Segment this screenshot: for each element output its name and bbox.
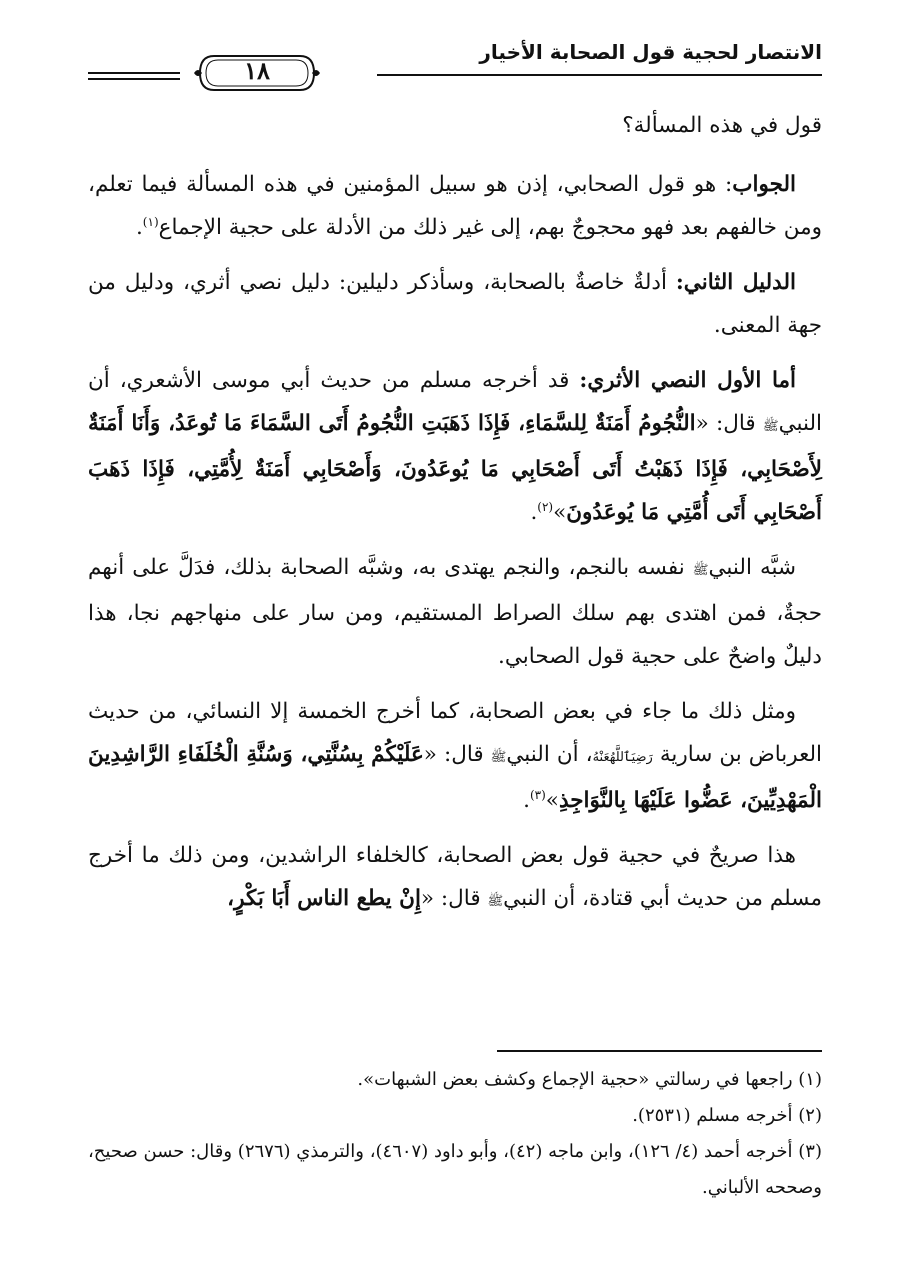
footnote-ref-1[interactable]: (١) — [142, 214, 159, 229]
paragraph-3-text: أدلةٌ خاصةٌ بالصحابة، وسأذكر دليلين: دليل نصي أثري، ودليل من جهة المعنى. — [88, 270, 822, 338]
page-header — [88, 38, 822, 96]
paragraph-2: الجواب: هو قول الصحابي، إذن هو سبيل المؤمنين في هذه المسألة فيما تعلم، ومن خالفهم بعد فهو محجوجٌ بهم، إلى غير ذلك من الأدلة على حجية الإجماع$^{(١)}$. — [88, 172, 822, 240]
salutation-glyph: ﷺ — [762, 419, 779, 434]
footnote-ref-3[interactable]: (٣) — [529, 787, 546, 802]
hadith-sunnah: عَلَيْكُمْ بِسُنَّتِي، وَسُنَّةِ الْخُلَفَاءِ الرَّاشِدِينَ الْمَهْدِيِّينَ، عَضُّوا عَلَيْهَا بِالنَّوَاجِذِ — [88, 742, 822, 813]
salutation-glyph: ﷺ — [487, 894, 504, 909]
said-text: قال: « — [420, 886, 488, 911]
page-number: ١٨ — [244, 56, 270, 85]
hadith-abu-bakr: إِنْ يطع الناس أَبَا بَكْرٍ، — [227, 886, 421, 911]
paragraph-5-text-a: شبَّه النبي — [708, 555, 796, 580]
paragraph-3 — [88, 261, 822, 347]
footnote-2: (٢) أخرجه مسلم (٢٥٣١). — [632, 1105, 822, 1126]
paragraph-6: ومثل ذلك ما جاء في بعض الصحابة، كما أخرج الخمسة إلا النسائي، من حديث العرباض بن سارية رَضِيَٱللَّهُعَنْهُ، أن النبيﷺ قال: «عَلَيْكُمْ بِسُنَّتِي، وَسُنَّةِ الْخُلَفَاءِ الرَّاشِدِينَ الْمَهْدِيِّينَ، عَضُّوا عَلَيْهَا بِالنَّوَاجِذِ»$^{(٣)}$. — [88, 699, 823, 813]
paragraph-5 — [88, 546, 822, 678]
hadith-stars: النُّجُومُ أَمَنَةٌ لِلسَّمَاءِ، فَإِذَا ذَهَبَتِ النُّجُومُ أَتَى السَّمَاءَ مَا تُوعَدُ، وَأَنَا أَمَنَةٌ لِأَصْحَابِي، فَإِذَا ذَهَبْتُ أَتَى أَصْحَابِي مَا يُوعَدُونَ، وَأَصْحَابِي أَمَنَةٌ لِأُمَّتِي، فَإِذَا ذَهَبَ أَصْحَابِي أَتَى أُمَّتِي مَا يُوعَدُونَ — [88, 411, 822, 525]
paragraph-1-text: قول في هذه المسألة؟ — [622, 113, 822, 138]
answer-label: الجواب — [732, 172, 796, 197]
paragraph-7-text: هذا صريحٌ في حجية قول بعض الصحابة، كالخلفاء الراشدين، ومن ذلك ما أخرج مسلم من حديث أبي قتادة، أن النبي — [88, 843, 822, 911]
paragraph-4-text: قد أخرجه مسلم من حديث أبي موسى الأشعري، أن النبي — [88, 368, 822, 436]
paragraph-1 — [88, 104, 822, 147]
paragraph-6-text-b: ، أن النبي — [506, 742, 593, 767]
paragraph-4: أما الأول النصي الأثري: قد أخرجه مسلم من حديث أبي موسى الأشعري، أن النبيﷺ قال: «النُّجُومُ أَمَنَةٌ لِلسَّمَاءِ، فَإِذَا ذَهَبَتِ النُّجُومُ أَتَى السَّمَاءَ مَا تُوعَدُ، وَأَنَا أَمَنَةٌ لِأَصْحَابِي، فَإِذَا ذَهَبْتُ أَتَى أَصْحَابِي مَا يُوعَدُونَ، وَأَصْحَابِي أَمَنَةٌ لِأُمَّتِي، فَإِذَا ذَهَبَ أَصْحَابِي أَتَى أُمَّتِي مَا يُوعَدُونَ»$^{(٢)}$. — [88, 368, 822, 525]
paragraph-2-text: : هو قول الصحابي، إذن هو سبيل المؤمنين في هذه المسألة فيما تعلم، ومن خالفهم بعد فهو محجوجٌ بهم، إلى غير ذلك من الأدلة على حجية الإجماع — [88, 172, 822, 240]
footnote-3: (٣) أخرجه أحمد (٤/ ١٢٦)، وابن ماجه (٤٢)، وأبو داود (٤٦٠٧)، والترمذي (٢٦٧٦) وقال: حسن صحيح، وصححه الألباني. — [88, 1141, 822, 1198]
said-text: قال: « — [695, 411, 763, 436]
quote-close: » — [553, 500, 567, 525]
main-text — [88, 104, 822, 935]
header-rule-double — [88, 72, 180, 80]
page-number-frame — [192, 50, 322, 96]
second-evidence-label: الدليل الثاني: — [675, 270, 796, 295]
footnote-1: (١) راجعها في رسالتي «حجية الإجماع وكشف بعض الشبهات». — [357, 1069, 822, 1090]
said-text: قال: « — [423, 742, 491, 767]
salutation-glyph: ﷺ — [490, 750, 507, 765]
footnote-ref-2[interactable]: (٢) — [537, 499, 554, 514]
salutation-glyph: ﷺ — [692, 563, 709, 578]
paragraph-6-text-a: ومثل ذلك ما جاء في بعض الصحابة، كما أخرج الخمسة إلا النسائي، من حديث العرباض بن سارية — [88, 699, 823, 767]
paragraph-7 — [88, 834, 822, 923]
running-title: الانتصار لحجية قول الصحابة الأخيار — [479, 40, 822, 64]
header-rule — [377, 74, 822, 76]
paragraph-5-text-b: نفسه بالنجم، والنجم يهتدى به، وشبَّه الصحابة بذلك، فدَلَّ على أنهم حجةٌ، فمن اهتدى بهم سلك الصراط المستقيم، ومن سار على منهاجهم نجا، هذا دليلٌ واضحٌ على حجية قول الصحابي. — [88, 555, 822, 669]
footnotes — [88, 1062, 822, 1206]
quote-close: » — [545, 788, 559, 813]
radiallahu-glyph: رَضِيَٱللَّهُعَنْهُ — [592, 750, 653, 765]
footnote-separator — [497, 1050, 822, 1052]
first-textual-label: أما الأول النصي الأثري: — [579, 368, 796, 393]
